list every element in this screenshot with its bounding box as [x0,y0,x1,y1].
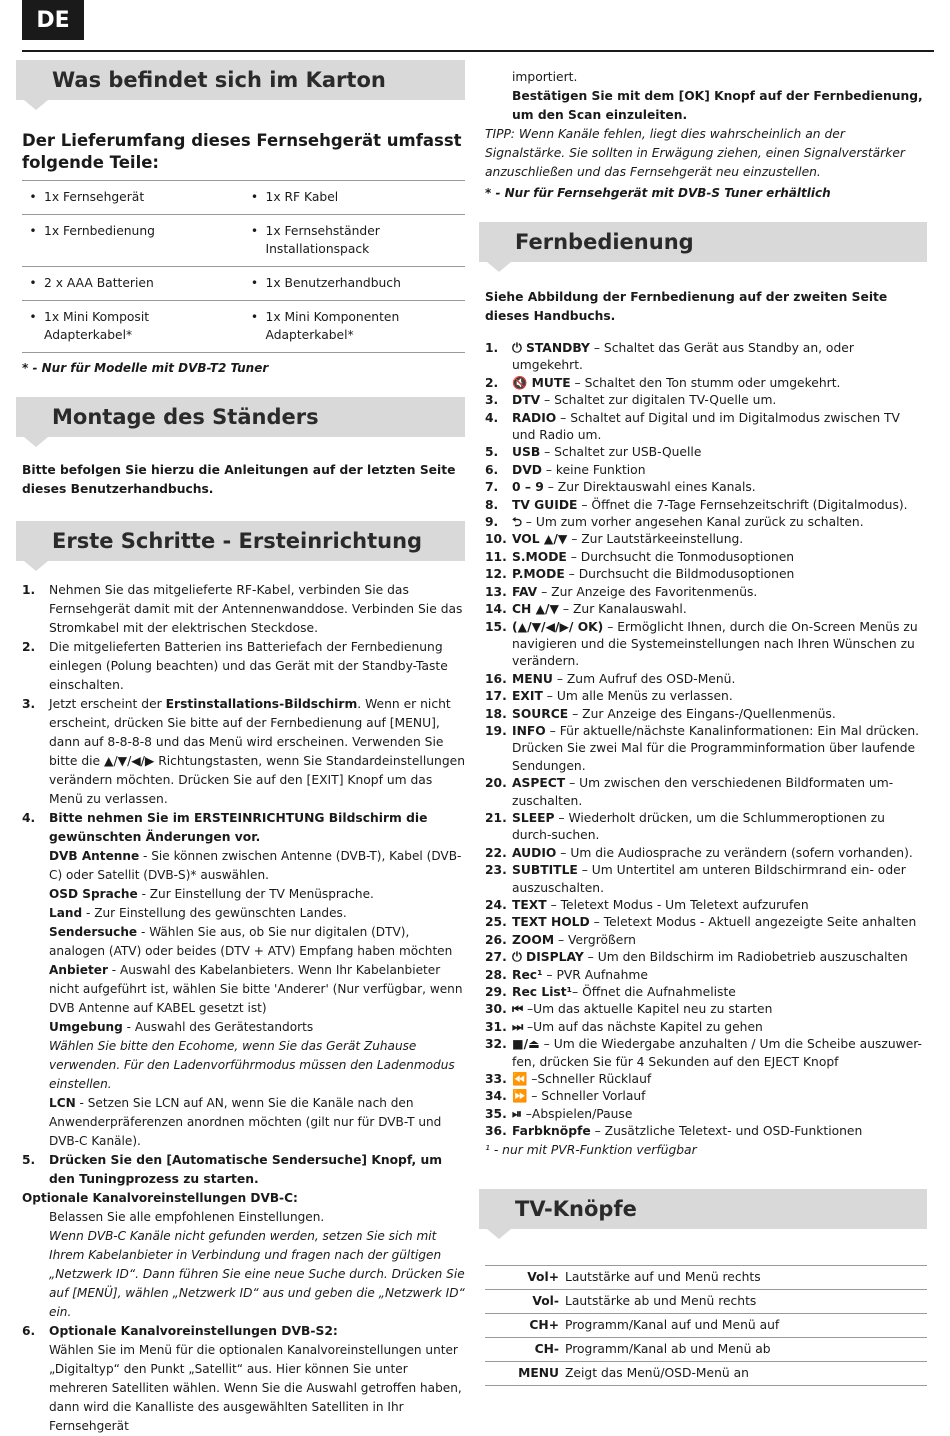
item-text [512,479,927,496]
setting-key: Sendersuche [49,925,138,939]
setting-key: Land [49,906,83,920]
table-row [22,215,465,267]
button-description: – Wiederholt drücken, um die Schlummeroptionen zu durch-suchen. [512,810,885,843]
button-name: SLEEP [512,810,555,825]
button-name: EXIT [512,689,543,704]
confirm-text: Bestätigen Sie mit dem [OK] Knopf auf der Fernbedienung, um den Scan einzuleiten. [512,89,923,122]
part-item: 1x Benutzerhandbuch [265,276,401,290]
tv-button-key: CH+ [529,1318,559,1333]
item-text [512,845,927,862]
list-item [485,1123,927,1140]
table-cell [244,308,466,344]
button-description: – Schaltet den Ton stumm oder umgekehrt. [570,375,841,390]
montage-text: Bitte befolgen Sie hierzu die Anleitungen auf der letzten Seite dieses Benutzerhandbuchs. [22,463,456,496]
item-number: 16. [485,671,507,686]
parts-table [22,180,465,353]
list-item [485,932,927,949]
item-text [512,932,927,949]
step-number: 4. [22,811,36,825]
item-text [512,566,927,583]
remote-button-list [485,340,927,1141]
setting-sendersuche [22,923,465,961]
list-item [22,809,465,847]
item-number: 32. [485,1037,507,1052]
tv-button-key: MENU [518,1366,559,1381]
button-name: DVD [512,462,542,477]
setting-dvb [22,847,465,885]
item-number: 8. [485,497,499,512]
button-description: – Schaltet zur digitalen TV-Quelle um. [540,393,777,408]
button-name: S.MODE [512,549,567,564]
button-description: – Zum Aufruf des OSD-Menü. [552,671,736,686]
list-item [485,462,927,479]
list-item [22,695,465,809]
table-row [485,1362,927,1386]
list-item [485,810,927,845]
button-description: – Öffnet die Aufnahmeliste [572,985,736,1000]
section-heading-karton: Was befindet sich im Karton [16,60,465,100]
list-item [485,1088,927,1105]
step-number: 3. [22,697,36,711]
step-text-c: . Wenn er nicht erscheint, drücken Sie bitte auf der Fernbedienung auf [MENU], dann auf 8-8-8-8 und das Menü wird erscheinen. Verwenden Sie bitte die ▲/▼/◀/▶ Richtungstasten, wenn Sie Standardeinstellungen verändern möchten. Drücken Sie auf den [EXIT] Knopf um das Menü zu verlassen. [49,697,466,806]
bullet-icon: • [250,190,259,204]
part-item: 1x Mini Komponenten Adapterkabel* [265,310,400,342]
table-cell [244,222,466,258]
item-text [512,340,927,375]
item-number: 10. [485,532,507,547]
item-number: 2. [485,375,499,390]
list-item [485,1071,927,1088]
item-number: 1. [485,341,499,355]
bullet-icon: • [29,224,37,238]
setting-value: - Auswahl des Kabelanbieters. Wenn Ihr Kabelanbieter nicht aufgeführt ist, wählen Sie bitte 'Anderer' (Nur verfügbar, wenn DVB Antenne auf KABEL gesetzt ist) [49,963,463,1015]
item-number: 22. [485,845,507,860]
item-number: 13. [485,584,507,599]
tv-button-description: Programm/Kanal ab und Menü ab [565,1342,771,1357]
item-text [512,1123,927,1140]
button-description: – Zur Kanalauswahl. [559,602,687,617]
button-name: Rec¹ [512,967,543,982]
item-text [512,1036,927,1071]
button-description: – Vergrößern [554,932,636,947]
setting-lcn [22,1094,465,1151]
karton-subhead: Der Lieferumfang dieses Fernsehgerät umfasst folgende Teile: [22,131,462,172]
button-name: ⏻ DISPLAY [512,950,584,965]
button-description: – Um zwischen den verschiedenen Bildformaten um-zuschalten. [512,776,894,808]
setting-key: Anbieter [49,963,108,977]
bullet-icon: • [29,190,37,204]
button-description: – Zusätzliche Teletext- und OSD-Funktionen [590,1124,863,1139]
button-name: VOL ▲/▼ [512,532,568,547]
item-text [512,1071,927,1088]
table-row [485,1338,927,1362]
list-item [485,1036,927,1071]
list-item [485,497,927,514]
item-number: 18. [485,706,507,721]
list-item [485,584,927,601]
button-name: FAV [512,584,538,599]
table-row [22,181,465,215]
tv-button-description: Lautstärke ab und Menü rechts [565,1294,757,1309]
item-text [512,967,927,984]
item-number: 30. [485,1002,507,1017]
item-number: 25. [485,915,507,930]
button-name: MENU [512,671,553,686]
item-text [512,444,927,461]
item-text [512,949,927,966]
list-item [485,549,927,566]
dvbs-note: * - Nur für Fernsehgerät mit DVB-S Tuner erhältlich [485,186,831,200]
item-text [512,497,927,514]
list-item [485,601,927,618]
table-row [485,1314,927,1338]
list-item [485,340,927,375]
item-number: 4. [485,410,499,425]
setting-value: - Wählen Sie aus, ob Sie nur digitalen (DTV), analogen (ATV) oder beides (DTV + ATV) Empfang haben möchten [49,925,453,958]
step-number: 1. [22,583,36,597]
item-text [512,584,927,601]
tv-button-key: Vol+ [527,1270,559,1285]
part-item: 1x RF Kabel [265,190,339,204]
table-row [22,301,465,353]
item-number: 11. [485,549,507,564]
button-description: – Ermöglicht Ihnen, durch die On-Screen Menüs zu navigieren und die Systemeinstellungen nach Ihren Wünschen zu verändern. [512,619,918,669]
table-row [485,1266,927,1290]
table-cell [22,222,244,258]
item-text [512,619,927,671]
step-text [49,695,465,809]
bullet-icon: • [29,276,37,290]
tipp-label: TIPP [485,127,511,141]
pvr-footnote: ¹ - nur mit PVR-Funktion verfügbar [485,1142,697,1157]
button-name: 🔇 MUTE [512,375,571,390]
item-text [512,375,927,392]
button-name: TEXT [512,898,547,912]
item-number: 27. [485,950,507,965]
item-number: 35. [485,1106,507,1121]
item-number: 31. [485,1019,507,1034]
item-text [512,723,927,775]
item-number: 17. [485,689,507,704]
button-description: – Durchsucht die Tonmodusoptionen [566,549,795,564]
item-text [512,410,927,445]
list-item [485,1001,927,1018]
tv-button-key: Vol- [532,1294,559,1309]
list-item [22,581,465,638]
step-text: Nehmen Sie das mitgelieferte RF-Kabel, verbinden Sie das Fernsehgerät damit mit der Antennenwanddose. Verbinden Sie das Stromkabel mit der elektrischen Steckdose. [49,583,463,635]
list-item [485,479,927,496]
section-heading-montage: Montage des Ständers [16,397,465,437]
setup-steps [22,581,465,1436]
button-name: TEXT HOLD [512,915,590,930]
tv-button-description: Programm/Kanal auf und Menü auf [565,1318,780,1333]
item-number: 14. [485,602,507,617]
list-item [485,671,927,688]
list-item [485,619,927,671]
setting-value: - Setzen Sie LCN auf AN, wenn Sie die Kanäle nach den Anwenderpräferenzen anordnen möchten (gilt nur für DVB-T und DVB-C Kanäle). [49,1096,442,1148]
button-name: ZOOM [512,932,555,947]
item-text [512,1001,927,1018]
step-text-bold: Erstinstallations-Bildschirm [165,697,358,711]
item-number: 7. [485,480,499,495]
item-number: 9. [485,515,499,530]
item-number: 21. [485,810,507,825]
step-text: Optionale Kanalvoreinstellungen DVB-S2: [49,1324,338,1338]
button-description: – Durchsucht die Bildmodusoptionen [564,567,795,582]
list-item [485,1106,927,1123]
button-description: – Zur Direktauswahl eines Kanals. [543,480,756,495]
list-item [485,914,927,931]
list-item [485,949,927,966]
list-item [485,723,927,775]
button-name: ⏮ [512,1002,524,1017]
button-description: – Zur Lautstärkeeinstellung. [567,532,744,547]
item-text [512,1106,927,1123]
item-number: 3. [485,393,499,408]
table-cell [22,308,244,344]
part-item: 1x Fernsehgerät [44,190,145,204]
button-description: – Teletext Modus - Aktuell angezeigte Seite anhalten [589,915,917,930]
button-name: AUDIO [512,845,557,860]
button-description: –Schneller Rücklauf [527,1072,652,1087]
setting-key: OSD Sprache [49,887,138,901]
list-item [485,444,927,461]
button-name: Farbknöpfe [512,1124,591,1139]
item-number: 20. [485,776,507,791]
setting-land [22,904,465,923]
table-row [485,1290,927,1314]
item-text [512,897,927,914]
item-text [512,392,927,409]
tipp-body: : Wenn Kanäle fehlen, liegt dies wahrscheinlich an der Signalstärke. Sie sollten in Erwägung ziehen, einen Signalverstärker anzuschließen und das Fernsehgerät neu einzustellen. [485,127,905,179]
button-description: – Um den Bildschirm im Radiobetrieb auszuschalten [583,950,908,965]
language-tab: DE [22,0,84,40]
bullet-icon: • [250,310,259,324]
button-name: TV GUIDE [512,497,578,512]
setting-value: - Auswahl des Gerätestandorts [122,1020,314,1034]
button-name: DTV [512,393,541,408]
item-text [512,514,927,531]
part-item: 1x Fernsehständer Installationspack [265,224,380,256]
button-description: – Um alle Menüs zu verlassen. [542,689,733,704]
dvb-c-heading: Optionale Kanalvoreinstellungen DVB-C: [22,1191,298,1205]
setting-value: - Sie können zwischen Antenne (DVB-T), Kabel (DVB-C) oder Satellit (DVB-S)* auswählen. [49,849,462,882]
bullet-icon: • [250,224,259,238]
fernbedienung-intro: Siehe Abbildung der Fernbedienung auf der zweiten Seite dieses Handbuchs. [485,290,888,323]
tipp-text [485,125,927,182]
item-text [512,549,927,566]
item-text [512,1088,927,1105]
step-number: 2. [22,640,36,654]
setting-key: DVB Antenne [49,849,140,863]
step-number: 6. [22,1324,36,1338]
part-item: 1x Fernbedienung [44,224,155,238]
button-name: (▲/▼/◀/▶/ OK) [512,619,604,634]
item-number: 23. [485,863,507,878]
list-item [485,845,927,862]
button-description: – PVR Aufnahme [542,967,648,982]
bullet-icon: • [250,276,259,290]
button-name: INFO [512,723,546,738]
item-number: 12. [485,567,507,582]
button-description: –Um das aktuelle Kapitel neu zu starten [523,1002,773,1017]
tv-buttons-table [485,1265,927,1386]
list-item [22,1322,465,1341]
item-number: 33. [485,1072,507,1087]
button-name: RADIO [512,410,557,425]
button-description: – keine Funktion [541,462,646,477]
button-description: – Schaltet das Gerät aus Standby an, oder umgekehrt. [512,341,854,373]
item-text [512,601,927,618]
table-cell [244,274,466,292]
item-number: 26. [485,932,507,947]
item-text [512,810,927,845]
step-number: 5. [22,1153,36,1167]
button-name: ⏭ [512,1019,524,1034]
item-number: 6. [485,462,499,477]
dvb-s2-text: Wählen Sie im Menü für die optionalen Kanalvoreinstellungen unter „Digitaltyp“ den Punkt „Satellit“ aus. Hier können Sie unter mehreren Satelliten wählen. Wenn Sie die Auswahl getroffen haben, dann wird die Kanalliste des ausgewählten Satelliten in Ihr Fernsehgerät [49,1343,462,1433]
item-text [512,862,927,897]
button-description: – Um die Audiosprache zu verändern (sofern vorhanden). [556,845,913,860]
section-heading-fernbedienung: Fernbedienung [479,222,927,262]
setting-umgebung [22,1018,465,1037]
button-name: 0 – 9 [512,480,544,495]
part-item: 1x Mini Komposit Adapterkabel* [44,310,150,342]
button-name: ■/⏏ [512,1037,540,1052]
dvb-c-text: Belassen Sie alle empfohlenen Einstellungen. [49,1210,325,1224]
right-column [485,68,927,1386]
setting-anbieter [22,961,465,1018]
button-description: – Schaltet auf Digital und im Digitalmodus zwischen TV und Radio um. [512,410,900,443]
button-name: CH ▲/▼ [512,602,560,617]
item-text [512,688,927,705]
button-name: P.MODE [512,567,565,582]
continued-text: importiert. [512,70,578,84]
button-description: – Zur Anzeige des Favoritenmenüs. [537,584,758,599]
step-text-a: Jetzt erscheint der [49,697,166,711]
button-description: –Abspielen/Pause [521,1106,633,1121]
list-item [485,375,927,392]
list-item [485,1019,927,1036]
list-item [22,1151,465,1189]
button-name: ⏪ [512,1072,528,1087]
item-number: 36. [485,1124,507,1139]
list-item [485,410,927,445]
item-number: 15. [485,619,507,634]
button-name: ⏯ [512,1106,522,1121]
list-item [485,531,927,548]
button-name: SUBTITLE [512,863,578,878]
list-item [485,897,927,914]
list-item [485,984,927,1001]
button-description: – Um zum vorher angesehen Kanal zurück zu schalten. [521,515,864,530]
item-number: 24. [485,898,507,912]
setting-value: - Zur Einstellung der TV Menüsprache. [137,887,374,901]
item-number: 19. [485,723,507,738]
part-item: 2 x AAA Batterien [44,276,154,290]
item-text [512,914,927,931]
table-cell [22,274,244,292]
step-text: Die mitgelieferten Batterien ins Batteriefach der Fernbedienung einlegen (Polung beachten) und das Gerät mit der Standby-Taste einschalten. [49,640,448,692]
list-item [22,638,465,695]
list-item [485,688,927,705]
dvb-c-note: Wenn DVB-C Kanäle nicht gefunden werden, setzen Sie sich mit Ihrem Kabelanbieter in Verbindung und fragen nach der gültigen „Netzwerk ID“. Dann führen Sie eine neue Suche durch. Drücken Sie auf [MENÜ], wählen „Netzwerk ID“ aus und geben die „Netzwerk ID“ ein. [49,1229,465,1319]
bullet-icon: • [29,310,37,324]
step-text: Bitte nehmen Sie im ERSTEINRICHTUNG Bildschirm die gewünschten Änderungen vor. [49,811,428,844]
list-item [485,566,927,583]
section-heading-erste-schritte: Erste Schritte - Ersteinrichtung [16,521,465,561]
list-item [485,392,927,409]
list-item [485,514,927,531]
list-item [485,862,927,897]
tv-button-description: Lautstärke auf und Menü rechts [565,1270,761,1285]
button-description: – Schaltet zur USB-Quelle [540,445,702,460]
item-number: 5. [485,445,499,460]
table-cell [22,188,244,206]
tv-button-description: Zeigt das Menü/OSD-Menü an [565,1366,749,1381]
item-text [512,671,927,688]
karton-note: * - Nur für Modelle mit DVB-T2 Tuner [22,361,269,375]
left-column [22,60,465,1436]
button-description: – Teletext Modus - Um Teletext aufzurufen [546,898,809,912]
list-item [485,775,927,810]
item-text [512,984,927,1001]
button-name: USB [512,445,541,460]
button-description: – Zur Anzeige des Eingans-/Quellenmenüs. [568,706,836,721]
item-text [512,531,927,548]
item-text [512,1019,927,1036]
item-number: 34. [485,1089,507,1104]
table-cell [244,188,466,206]
step-text: Drücken Sie den [Automatische Sendersuche] Knopf, um den Tuningprozess zu starten. [49,1153,443,1186]
item-text [512,775,927,810]
setting-osd [22,885,465,904]
setting-key: LCN [49,1096,76,1110]
setting-value: - Zur Einstellung des gewünschten Landes. [82,906,347,920]
button-name: ASPECT [512,776,566,791]
button-name: ⮌ [512,515,522,530]
umgebung-note: Wählen Sie bitte den Ecohome, wenn Sie das Gerät Zuhause verwenden. Für den Ladenvorführmodus müssen den Ladenmodus einstellen. [49,1039,455,1091]
button-name: SOURCE [512,706,569,721]
item-text [512,706,927,723]
item-number: 29. [485,985,507,1000]
setting-key: Umgebung [49,1020,123,1034]
table-row [22,267,465,301]
section-heading-tv-knoepfe: TV-Knöpfe [479,1189,927,1229]
item-text [512,462,927,479]
button-description: – Öffnet die 7-Tage Fernsehzeitschrift (Digitalmodus). [577,497,908,512]
button-description: – Um die Wiedergabe anzuhalten / Um die Scheibe auszuwer-fen, drücken Sie für 4 Sekunden auf den EJECT Knopf [512,1037,922,1069]
tv-button-key: CH- [534,1342,559,1357]
button-description: – Schneller Vorlauf [527,1089,646,1104]
item-number: 28. [485,967,507,982]
button-description: – Für aktuelle/nächste Kanalinformationen: Ein Mal drücken. Drücken Sie zwei Mal für die Programminformation über laufende Sendungen. [512,723,920,773]
button-description: – Um Untertitel am unteren Bildschirmrand ein- oder auszuschalten. [512,863,906,895]
button-name: Rec List¹ [512,985,573,1000]
button-description: –Um auf das nächste Kapitel zu gehen [523,1019,763,1034]
list-item [485,706,927,723]
button-name: ⏩ [512,1089,528,1104]
top-rule [22,50,934,52]
button-name: ⏻ STANDBY [512,341,590,355]
list-item [485,967,927,984]
